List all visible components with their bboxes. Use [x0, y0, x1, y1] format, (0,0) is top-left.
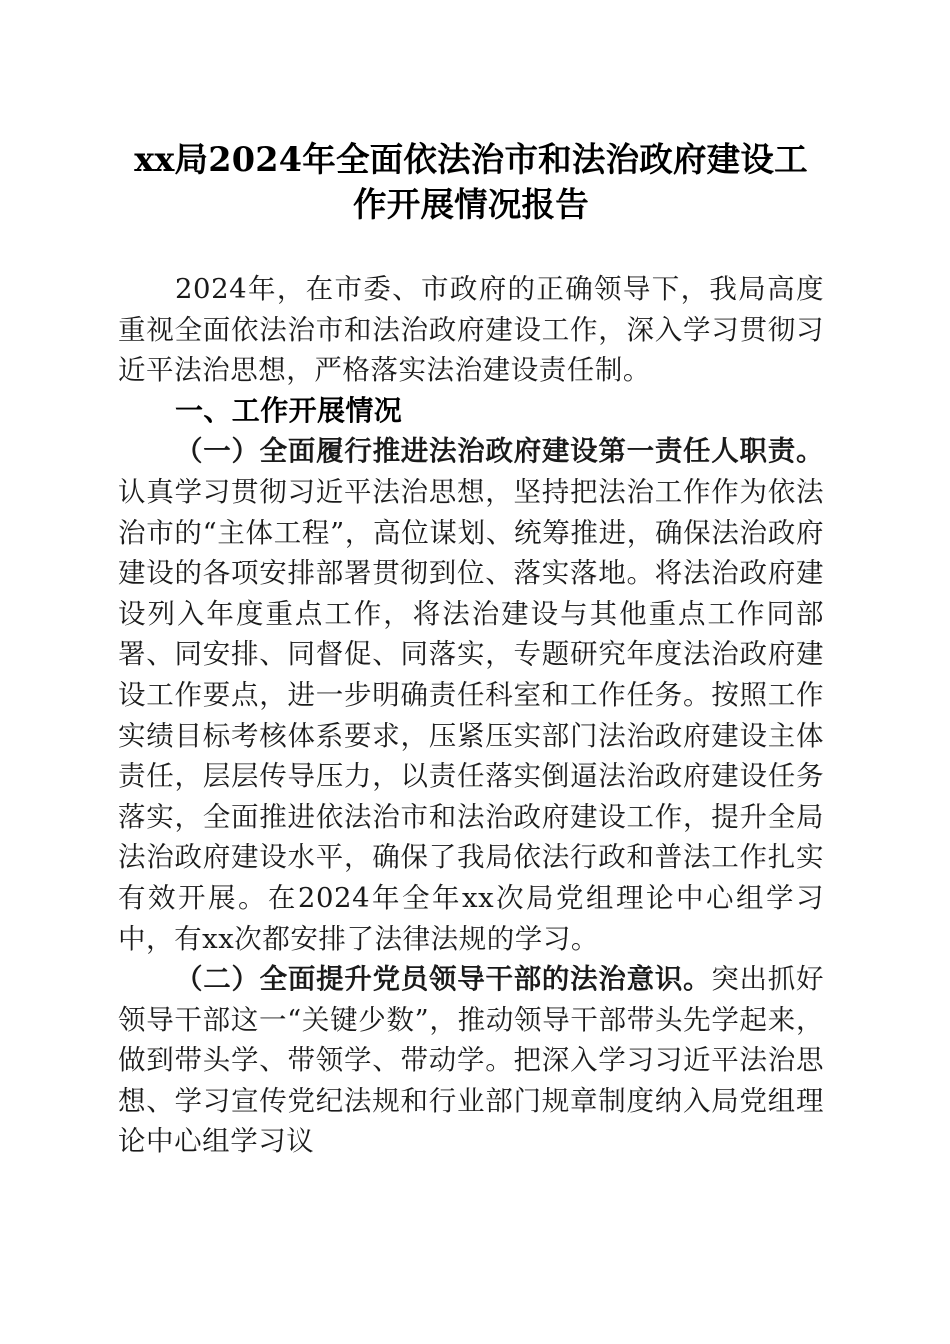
- subsection-2-paragraph: [118, 959, 824, 1162]
- title-body-spacer: [118, 227, 824, 269]
- subsection-1-lead: （一）全面履行推进法治政府建设第一责任人职责。: [175, 435, 824, 468]
- subsection-1-body: 认真学习贯彻习近平法治思想，坚持把法治工作作为依法治市的“主体工程”，高位谋划、统筹推进，确保法治政府建设的各项安排部署贯彻到位、落实落地。将法治政府建设列入年度重点工作，将法治建设与其他重点工作同部署、同安排、同督促、同落实，专题研究年度法治政府建设工作要点，进一步明确责任科室和工作任务。按照工作实绩目标考核体系要求，压紧压实部门法治政府建设主体责任，层层传导压力，以责任落实倒逼法治政府建设任务落实，全面推进依法治市和法治政府建设工作，提升全局法治政府建设水平，确保了我局依法行政和普法工作扎实有效开展。在2024年全年xx次局党组理论中心组学习中，有xx次都安排了法律法规的学习。: [118, 475, 824, 955]
- subsection-2-lead: （二）全面提升党员领导干部的法治意识。: [175, 963, 712, 996]
- section-heading-work-progress: 一、工作开展情况: [175, 394, 403, 426]
- subsection-1-paragraph: [118, 431, 824, 959]
- document-content: [118, 0, 824, 1162]
- subsection-2-body: 突出抓好领导干部这一“关键少数”，推动领导干部带头先学起来，做到带头学、带领学、带动学。把深入学习习近平法治思想、学习宣传党纪法规和行业部门规章制度纳入局党组理论中心组学习议: [118, 963, 825, 1158]
- page-title: xx局2024年全面依法治市和法治政府建设工作开展情况报告: [134, 140, 808, 224]
- intro-paragraph: 2024年，在市委、市政府的正确领导下，我局高度重视全面依法治市和法治政府建设工作，深入学习贯彻习近平法治思想，严格落实法治建设责任制。: [118, 273, 824, 387]
